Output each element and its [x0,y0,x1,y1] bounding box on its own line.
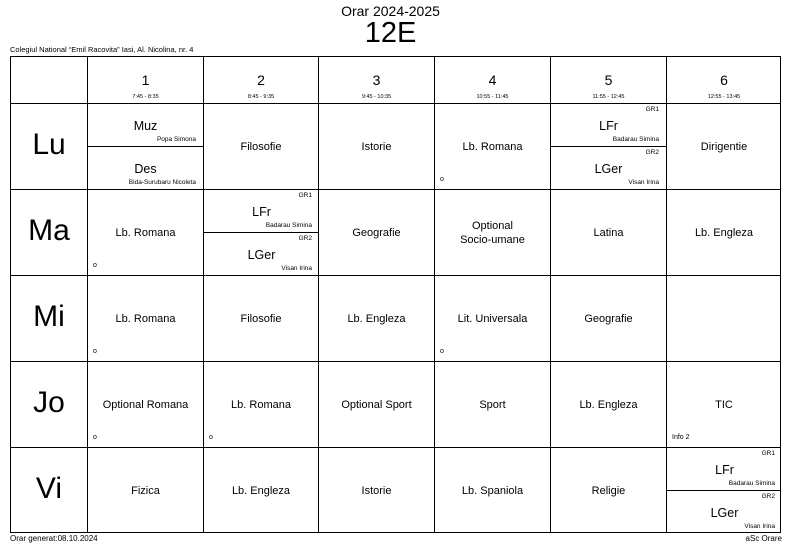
school-name: Colegiul National “Emil Racovita” Iasi, Al. Nicolina, nr. 4 [10,45,194,54]
timetable-grid [10,56,781,533]
lesson-cell [319,448,434,533]
lesson-teacher: Bida-Surubaru Nicoleta [128,179,196,186]
group-label: GR1 [298,192,312,199]
room-marker: o [209,434,213,441]
generated-date: Orar generat:08.10.2024 [10,534,98,543]
lesson-cell [88,448,203,533]
lesson-cell [319,190,434,275]
day-label-monday: Lu [32,128,66,161]
lesson-subject: Geografie [584,312,633,325]
lesson-cell [88,190,203,275]
brand-label: aSc Orare [745,534,782,543]
lesson-cell [435,276,550,361]
lesson-teacher: Badarau Simina [728,480,775,487]
lesson-subject: Lb. Spaniola [461,484,524,497]
lesson-cell [88,362,203,447]
period-5-time: 11:55 - 12:45 [592,94,625,100]
lesson-subject: Des [134,162,157,176]
room-marker: o [93,434,97,441]
group-label: GR2 [761,493,775,500]
lesson-teacher: Badarau Simina [612,136,659,143]
lesson-subject: Religie [591,484,626,497]
lesson-cell [88,276,203,361]
room-note: Info 2 [672,434,690,441]
class-name: 12E [364,17,417,49]
lesson-subject: TIC [715,398,733,411]
lesson-cell [435,362,550,447]
period-6-number: 6 [720,72,728,88]
timetable-title: Orar 2024-2025 [341,3,440,19]
room-marker: o [93,262,97,269]
lesson-subject: LGer [710,506,739,520]
lesson-subject: Lb. Romana [115,312,176,325]
lesson-cell [435,190,550,275]
lesson-subject-line-1: Optional [472,219,513,232]
lesson-subject: Filosofie [240,140,282,153]
group-label: GR1 [645,106,659,113]
period-3-time: 9:45 - 10:35 [361,94,392,100]
lesson-subject: LFr [252,205,271,219]
lesson-subject: Lb. Engleza [579,398,638,411]
period-3-number: 3 [372,72,381,88]
lesson-cell [551,448,666,533]
lesson-cell [551,276,666,361]
day-label-thursday: Jo [33,386,65,419]
lesson-cell [551,190,666,275]
lesson-teacher: Visan Irina [628,179,659,186]
lesson-teacher: Visan Irina [281,265,312,272]
lesson-teacher: Visan Irina [744,523,775,530]
lesson-subject: Lb. Engleza [694,226,754,239]
lesson-subject: Filosofie [240,312,282,325]
lesson-subject: Istorie [361,140,392,153]
lesson-subject: LFr [715,463,734,477]
group-label: GR2 [645,149,659,156]
lesson-cell [435,448,550,533]
lesson-subject: Sport [479,398,506,411]
lesson-teacher: Popa Simona [156,136,196,143]
lesson-subject: LGer [247,248,276,262]
period-4-time: 10:55 - 11:45 [476,94,509,100]
lesson-subject: Lb. Romana [231,398,291,411]
period-1-time: 7:45 - 8:35 [132,94,159,100]
lesson-subject: LGer [594,162,623,176]
period-2-time: 8:45 - 9:35 [247,94,275,100]
lesson-subject-line-2: Socio-umane [460,233,525,246]
lesson-cell [319,276,434,361]
day-label-tuesday: Ma [28,214,70,247]
lesson-cell [435,104,550,189]
lesson-subject: Lb. Engleza [347,312,406,325]
lesson-cell [204,362,318,447]
lesson-cell [551,362,666,447]
day-label-wednesday: Mi [33,300,65,333]
lesson-cell [667,104,781,189]
room-marker: o [93,348,97,355]
lesson-teacher: Badarau Simina [265,222,312,229]
lesson-cell [204,448,318,533]
lesson-subject: Lb. Romana [115,226,176,239]
lesson-cell [204,104,318,189]
lesson-cell [319,362,434,447]
lesson-subject: Optional Romana [102,398,189,411]
lesson-cell [667,190,781,275]
lesson-subject: Muz [133,119,158,133]
period-1-number: 1 [141,72,150,88]
lesson-subject: LFr [599,119,618,133]
period-4-number: 4 [488,72,497,88]
period-5-number: 5 [604,72,613,88]
group-label: GR1 [761,450,775,457]
day-label-friday: Vi [35,472,63,505]
lesson-subject: Latina [593,226,624,239]
lesson-subject: Fizica [131,484,160,497]
lesson-cell [204,276,318,361]
period-6-time: 12:55 - 13:45 [707,94,741,100]
period-2-number: 2 [257,72,265,88]
room-marker: o [440,348,444,355]
lesson-subject: Lb. Romana [462,140,523,153]
lesson-cell [319,104,434,189]
lesson-subject: Optional Sport [341,398,412,411]
lesson-subject: Dirigentie [700,140,748,153]
room-marker: o [440,176,444,183]
lesson-subject: Geografie [352,226,401,239]
lesson-subject: Lit. Universala [457,312,528,325]
lesson-subject: Istorie [361,484,392,497]
lesson-subject: Lb. Engleza [231,484,291,497]
group-label: GR2 [298,235,312,242]
